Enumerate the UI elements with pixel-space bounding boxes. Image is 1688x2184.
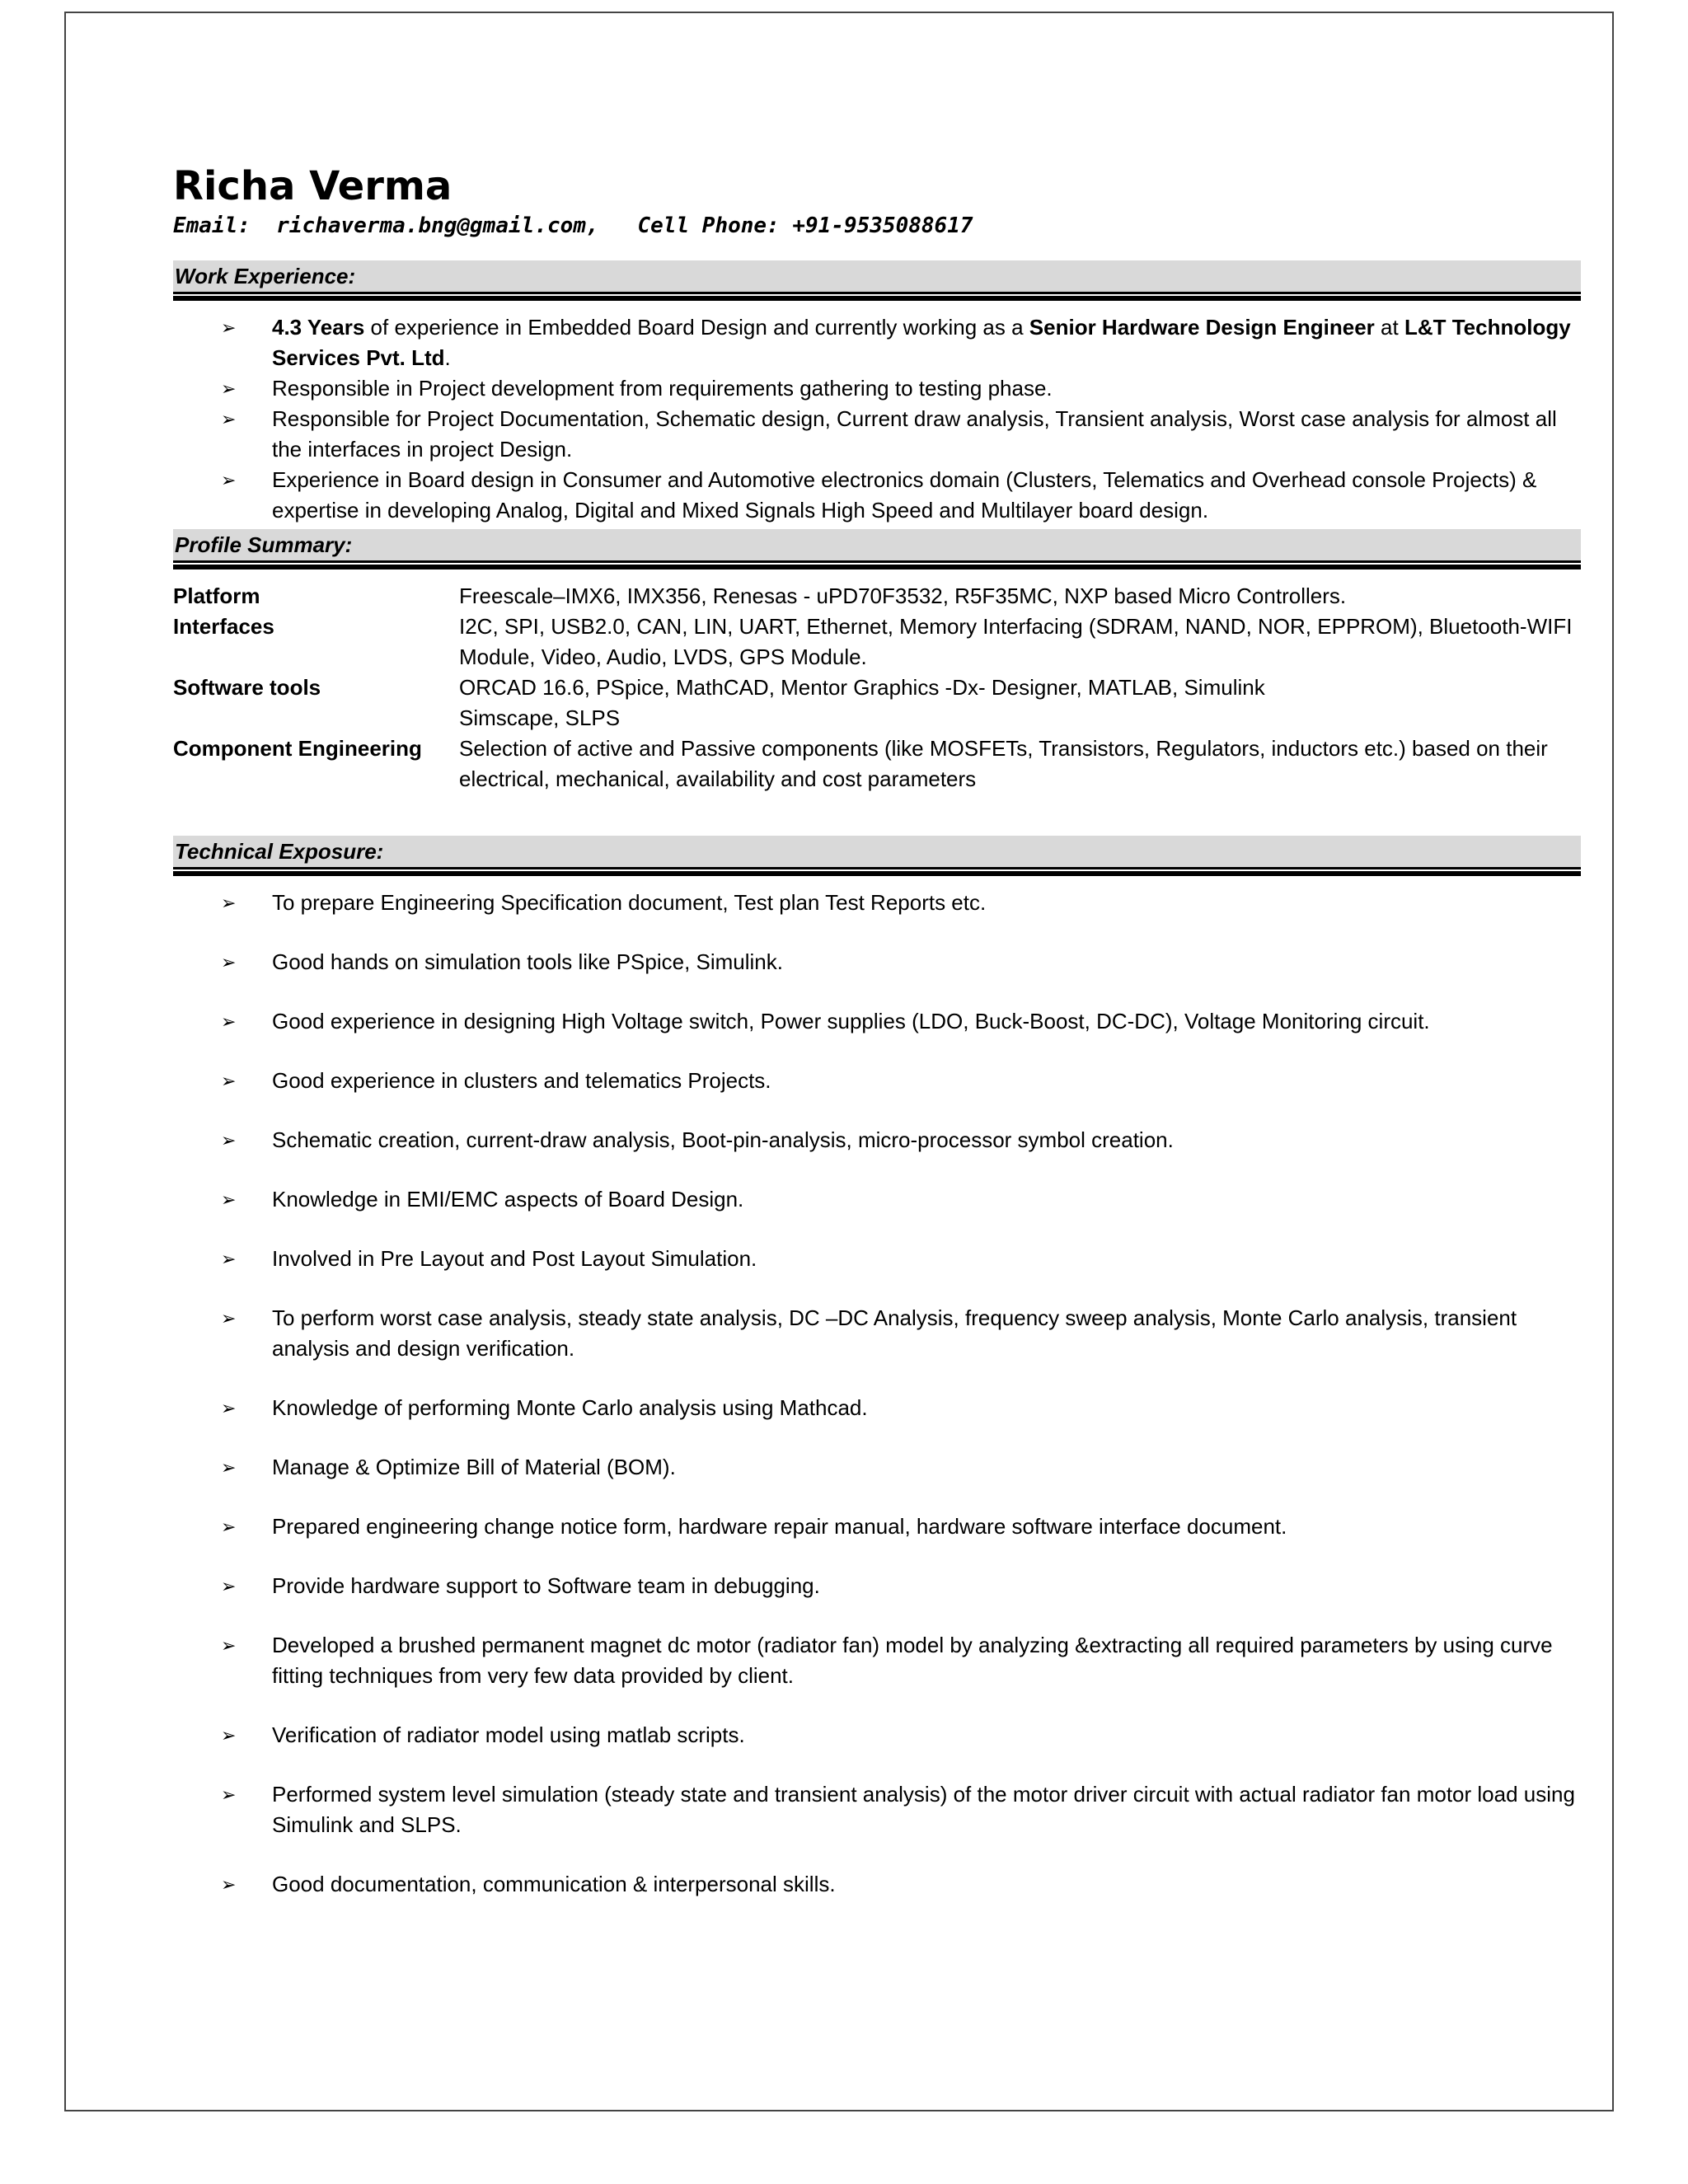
profile-label: Component Engineering (173, 736, 422, 761)
technical-exposure-item (173, 1006, 1581, 1037)
arrow-bullet-icon: ➢ (221, 1874, 237, 1895)
arrow-bullet-icon: ➢ (221, 1249, 237, 1269)
technical-exposure-text: Verification of radiator model using matlab scripts. (272, 1722, 745, 1747)
technical-exposure-text: Provide hardware support to Software team in debugging. (272, 1573, 820, 1598)
profile-value-group (459, 673, 1581, 733)
work-experience-text: Responsible in Project development from requirements gathering to testing phase. (272, 376, 1053, 401)
profile-value: Freescale–IMX6, IMX356, Renesas - uPD70F3532, R5F35MC, NXP based Micro Controllers. (459, 583, 1347, 608)
arrow-bullet-icon: ➢ (221, 1725, 237, 1746)
arrow-bullet-icon: ➢ (221, 317, 237, 338)
technical-exposure-item (173, 1720, 1581, 1750)
work-experience-item (173, 312, 1581, 373)
section-divider (173, 292, 1581, 301)
arrow-bullet-icon: ➢ (221, 409, 237, 429)
technical-exposure-text: Knowledge of performing Monte Carlo analysis using Mathcad. (272, 1395, 868, 1420)
technical-exposure-item (173, 1066, 1581, 1096)
arrow-bullet-icon: ➢ (221, 378, 237, 399)
technical-exposure-list (173, 888, 1581, 1900)
technical-exposure-item (173, 1244, 1581, 1274)
arrow-bullet-icon: ➢ (221, 1398, 237, 1418)
arrow-bullet-icon: ➢ (221, 1011, 237, 1032)
technical-exposure-text: Schematic creation, current-draw analysis, Boot-pin-analysis, micro-processor symbol creation. (272, 1127, 1174, 1152)
technical-exposure-text: To perform worst case analysis, steady state analysis, DC –DC Analysis, frequency sweep analysis, Monte Carlo analysis, transient analysis and design verification. (272, 1305, 1517, 1361)
technical-exposure-text: Prepared engineering change notice form, hardware repair manual, hardware software interface document. (272, 1514, 1287, 1539)
work-experience-item (173, 373, 1581, 404)
arrow-bullet-icon: ➢ (221, 1071, 237, 1091)
profile-value: I2C, SPI, USB2.0, CAN, LIN, UART, Ethernet, Memory Interfacing (SDRAM, NAND, NOR, EPPROM), Bluetooth-WIFI Module, Video, Audio, LVDS, GPS Module. (459, 614, 1573, 669)
technical-exposure-text: Developed a brushed permanent magnet dc motor (radiator fan) model by analyzing &extracting all required parameters by using curve fitting techniques from very few data provided by client. (272, 1633, 1553, 1688)
contact-line: Email: richaverma.bng@gmail.com, Cell Phone: +91-9535088617 (173, 213, 973, 238)
work-experience-text: Experience in Board design in Consumer and Automotive electronics domain (Clusters, Telematics and Overhead console Projects) & expertise in developing Analog, Digital and Mixed Signals High Speed and Multilayer board design. (272, 467, 1537, 523)
technical-exposure-item (173, 1184, 1581, 1215)
arrow-bullet-icon: ➢ (221, 893, 237, 913)
work-experience-item (173, 465, 1581, 526)
technical-exposure-text: Performed system level simulation (steady state and transient analysis) of the motor driver circuit with actual radiator fan motor load using Simulink and SLPS. (272, 1782, 1575, 1837)
profile-label: Software tools (173, 675, 321, 700)
work-experience-item (173, 404, 1581, 465)
technical-exposure-item (173, 1125, 1581, 1155)
job-role: Senior Hardware Design Engineer (1029, 315, 1375, 340)
arrow-bullet-icon: ➢ (221, 1576, 237, 1596)
arrow-bullet-icon: ➢ (221, 1457, 237, 1478)
company-name: L&T Technology Services Pvt. Ltd (272, 315, 1571, 370)
profile-summary-heading: Profile Summary: (173, 529, 1581, 560)
technical-exposure-item (173, 1630, 1581, 1691)
technical-exposure-item (173, 1452, 1581, 1483)
technical-exposure-item (173, 1393, 1581, 1423)
arrow-bullet-icon: ➢ (221, 1635, 237, 1656)
arrow-bullet-icon: ➢ (221, 1130, 237, 1151)
arrow-bullet-icon: ➢ (221, 470, 237, 490)
work-experience-list (173, 312, 1581, 526)
profile-label: Interfaces (173, 614, 274, 639)
technical-exposure-text: Good experience in designing High Voltage switch, Power supplies (LDO, Buck-Boost, DC-DC), Voltage Monitoring circuit. (272, 1009, 1430, 1033)
technical-exposure-item (173, 1571, 1581, 1601)
arrow-bullet-icon: ➢ (221, 1189, 237, 1210)
technical-exposure-item (173, 947, 1581, 977)
arrow-bullet-icon: ➢ (221, 1308, 237, 1329)
technical-exposure-item (173, 1779, 1581, 1840)
experience-years: 4.3 Years (272, 315, 365, 340)
technical-exposure-text: Manage & Optimize Bill of Material (BOM). (272, 1455, 676, 1479)
work-experience-text: Responsible for Project Documentation, Schematic design, Current draw analysis, Transient analysis, Worst case analysis for almost all the interfaces in project Design. (272, 406, 1557, 462)
technical-exposure-text: To prepare Engineering Specification document, Test plan Test Reports etc. (272, 890, 987, 915)
technical-exposure-text: Good experience in clusters and telematics Projects. (272, 1068, 771, 1093)
profile-value: ORCAD 16.6, PSpice, MathCAD, Mentor Graphics -Dx- Designer, MATLAB, Simulink (459, 675, 1265, 700)
experience-text: of experience in Embedded Board Design and currently working as a (364, 315, 1029, 340)
technical-exposure-text: Involved in Pre Layout and Post Layout Simulation. (272, 1246, 757, 1271)
arrow-bullet-icon: ➢ (221, 952, 237, 972)
experience-text: . (444, 345, 451, 370)
arrow-bullet-icon: ➢ (221, 1784, 237, 1805)
candidate-name: Richa Verma (173, 163, 452, 209)
technical-exposure-item (173, 888, 1581, 918)
technical-exposure-item (173, 1869, 1581, 1900)
technical-exposure-heading: Technical Exposure: (173, 836, 1581, 867)
technical-exposure-item (173, 1511, 1581, 1542)
arrow-bullet-icon: ➢ (221, 1516, 237, 1537)
work-experience-heading: Work Experience: (173, 260, 1581, 292)
profile-label: Platform (173, 583, 260, 608)
profile-summary-table (173, 581, 1581, 794)
technical-exposure-text: Good documentation, communication & interpersonal skills. (272, 1872, 836, 1896)
technical-exposure-text: Knowledge in EMI/EMC aspects of Board Design. (272, 1187, 744, 1212)
experience-text: at (1374, 315, 1404, 340)
technical-exposure-text: Good hands on simulation tools like PSpice, Simulink. (272, 949, 783, 974)
section-divider (173, 867, 1581, 876)
profile-value: Simscape, SLPS (459, 705, 621, 730)
resume-content (173, 162, 1581, 1929)
profile-value: Selection of active and Passive components (like MOSFETs, Transistors, Regulators, inductors etc.) based on their electrical, mechanical, availability and cost parameters (459, 736, 1548, 791)
section-divider (173, 560, 1581, 569)
technical-exposure-item (173, 1303, 1581, 1364)
